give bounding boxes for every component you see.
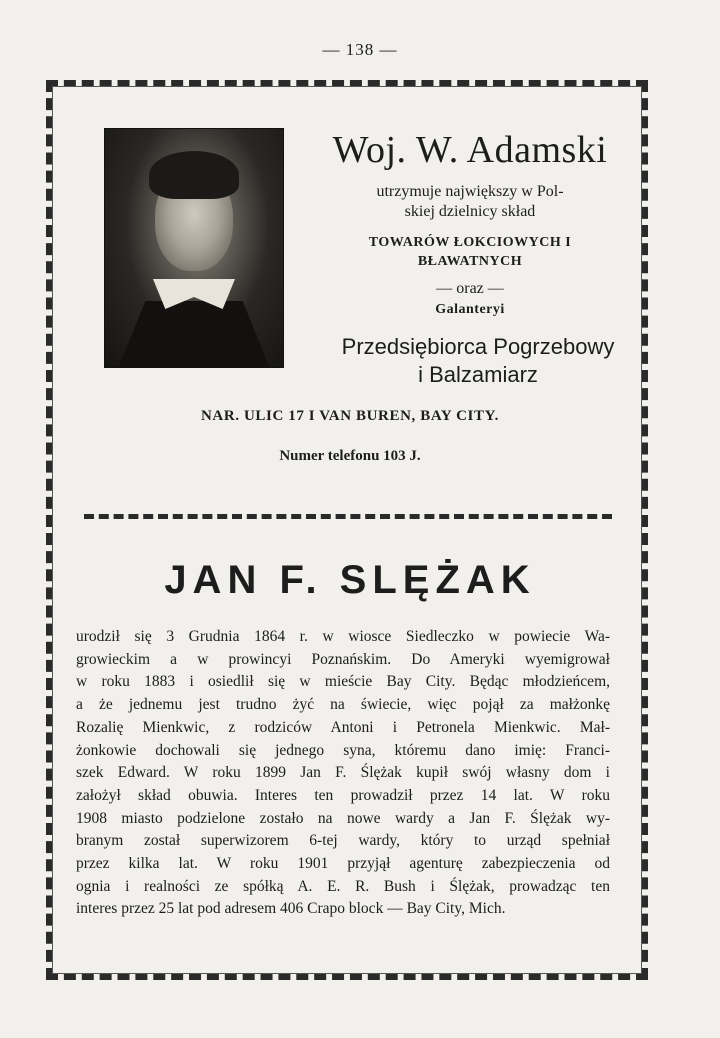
ad-caps-line: TOWARÓW ŁOKCIOWYCH I bbox=[368, 235, 572, 250]
biography-line: 1908 miasto podzielone zostało na nowe wardy a Jan F. Ślężak wy- bbox=[76, 809, 610, 827]
biography-text bbox=[76, 626, 610, 921]
ad-address: NAR. ULIC 17 I VAN BUREN, BAY CITY. bbox=[200, 408, 499, 424]
biography-line: ognia i realności ze spółką A. E. R. Bush i Ślężak, prowadząc ten bbox=[76, 877, 610, 895]
portrait-hair bbox=[149, 151, 239, 199]
ad-caps-line: BŁAWATNYCH bbox=[417, 254, 523, 269]
biography-line: Rozalię Mienkwic, z rodziców Antoni i Petronela Mienkwic. Mał- bbox=[76, 718, 610, 736]
biography-line: założył skład obuwia. Interes ten prowadził przez 14 lat. W roku bbox=[76, 786, 610, 804]
biography-line: szek Edward. W roku 1899 Jan F. Ślężak kupił swój własny dom i bbox=[76, 764, 610, 782]
ad-text-line: — oraz — bbox=[436, 280, 504, 297]
advertiser-name: Woj. W. Adamski bbox=[332, 129, 608, 171]
biography-line: branym został superwizorem 6-tej wardy, który to urząd spełniał bbox=[76, 832, 610, 850]
ad-undertaker-line: Przedsiębiorca Pogrzebowy bbox=[341, 334, 615, 359]
biography-line: growieckim a w prowincyi Poznańskim. Do Ameryki wyemigrował bbox=[76, 650, 610, 668]
biography-line: urodził się 3 Grudnia 1864 r. w wiosce Siedleczko w powiecie Wa- bbox=[76, 628, 610, 645]
page-number: — 138 — bbox=[322, 40, 398, 59]
biography-line: żonkowie dochowali się jednego syna, któremu dano imię: Franci- bbox=[76, 741, 610, 759]
portrait-coat bbox=[113, 301, 275, 368]
biography-title: JAN F. SLĘŻAK bbox=[164, 558, 536, 602]
biography-line: interes przez 25 lat pod adresem 406 Crapo block — Bay City, Mich. bbox=[76, 900, 506, 918]
biography-line: w roku 1883 i osiedlił się w mieście Bay City. Będąc młodzieńcem, bbox=[76, 673, 610, 691]
ad-text-line: utrzymuje największy w Pol- bbox=[376, 183, 564, 200]
biography-line: przez kilka lat. W roku 1901 przyjął agenturę zabezpieczenia od bbox=[76, 855, 610, 873]
portrait-photo bbox=[104, 128, 284, 368]
biography-line: a że jednemu jest trudno żyć na świecie, więc pojął za małżonkę bbox=[76, 696, 610, 714]
ad-caps-line: Galanteryi bbox=[435, 302, 505, 317]
ad-undertaker-line: i Balzamiarz bbox=[418, 362, 538, 387]
ad-text-line: skiej dzielnicy skład bbox=[404, 203, 536, 220]
section-divider bbox=[84, 514, 612, 519]
ad-phone: Numer telefonu 103 J. bbox=[279, 448, 421, 464]
